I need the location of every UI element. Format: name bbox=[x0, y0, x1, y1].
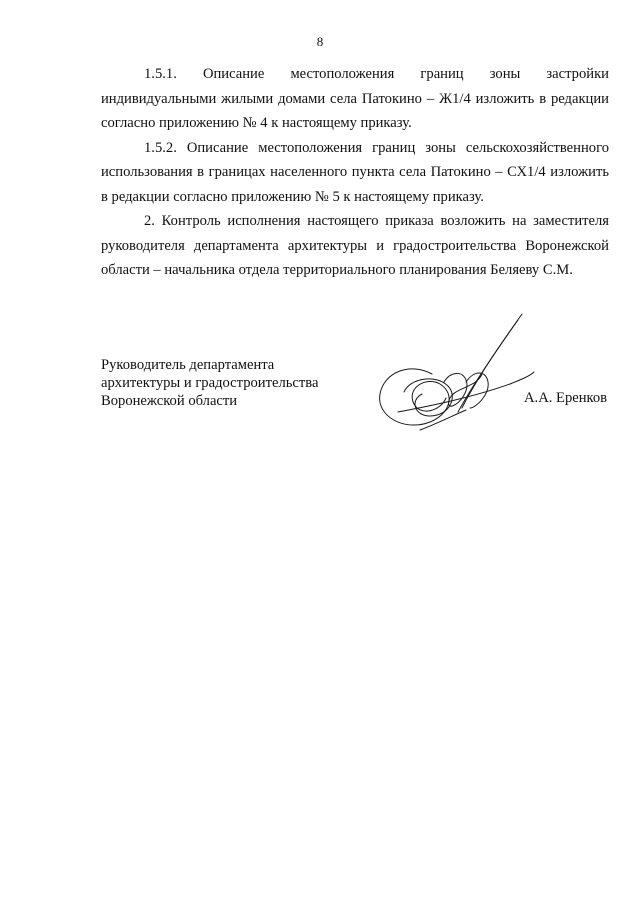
position-line: архитектуры и градостроительства bbox=[101, 375, 319, 391]
paragraph-1-5-2: 1.5.2. Описание местоположения границ зоны сельскохозяйственного использования в границах населенного пункта села Патокино – СХ1/4 изложить в редакции согласно приложению № 5 к настоящему приказу. bbox=[101, 139, 609, 205]
paragraph-1-5-1: 1.5.1. Описание местоположения границ зоны застройки индивидуальными жилыми домами села Патокино – Ж1/4 изложить в редакции согласно приложению № 4 к настоящему приказу. bbox=[101, 66, 609, 131]
paragraph-2: 2. Контроль исполнения настоящего приказа возложить на заместителя руководителя департамента архитектуры и градостроительства Воронежской области – начальника отдела территориального планирования Беляеву С.М. bbox=[101, 213, 609, 278]
signatory-position bbox=[101, 356, 361, 410]
document-body bbox=[101, 62, 609, 283]
position-line: Руководитель департамента bbox=[101, 357, 275, 373]
handwritten-signature bbox=[370, 312, 540, 438]
signatory-name: А.А. Еренков bbox=[524, 390, 608, 406]
page-number: 8 bbox=[316, 34, 324, 49]
position-line: Воронежской области bbox=[101, 393, 238, 409]
